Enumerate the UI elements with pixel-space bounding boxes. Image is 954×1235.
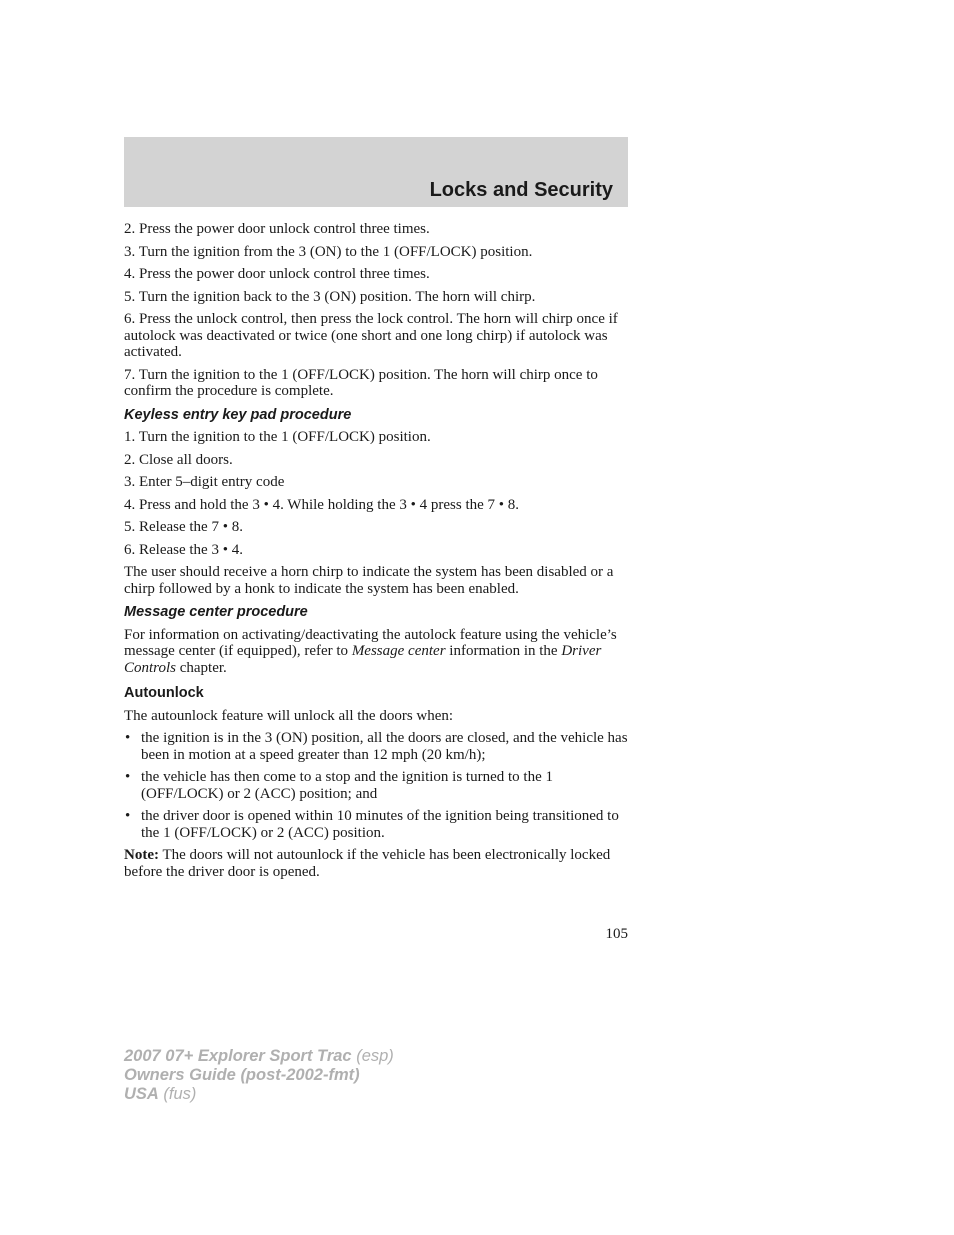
message-center-text: For information on activating/deactivating the autolock feature using the vehicle’s message center (if equipped), refer to — [124, 626, 617, 659]
footer-model: 2007 07+ Explorer Sport Trac — [124, 1047, 352, 1065]
keyless-step: 4. Press and hold the 3 • 4. While holding the 3 • 4 press the 7 • 8. — [124, 496, 520, 513]
list-item-text: the ignition is in the 3 (ON) position, all the doors are closed, and the vehicle has been in motion at a speed greater than 12 mph (20 km/h); — [141, 730, 628, 763]
autounlock-conditions-list — [124, 730, 628, 841]
list-item-text: the vehicle has then come to a stop and the ignition is turned to the 1 (OFF/LOCK) or 2 (ACC) position; and — [141, 769, 553, 802]
message-center-paragraph — [124, 627, 628, 677]
keyless-step: 5. Release the 7 • 8. — [124, 519, 243, 535]
footer-line — [124, 1066, 394, 1085]
list-item-text: the driver door is opened within 10 minutes of the ignition being transitioned to the 1 (OFF/LOCK) or 2 (ACC) position. — [141, 808, 619, 841]
message-center-heading: Message center procedure — [124, 604, 308, 620]
footer-market: USA — [124, 1085, 159, 1103]
keyless-step: 1. Turn the ignition to the 1 (OFF/LOCK) position. — [124, 429, 431, 445]
section-header-band — [124, 137, 628, 207]
footer-line — [124, 1047, 394, 1066]
step-paragraph: 7. Turn the ignition to the 1 (OFF/LOCK) position. The horn will chirp once to confirm the procedure is complete. — [124, 366, 598, 399]
keyless-step: 2. Close all doors. — [124, 451, 233, 468]
keyless-result-paragraph: The user should receive a horn chirp to indicate the system has been disabled or a chirp followed by a honk to indicate the system has been enabled. — [124, 564, 614, 597]
note-text: The doors will not autounlock if the vehicle has been electronically locked before the driver door is opened. — [124, 847, 611, 880]
keyless-entry-heading: Keyless entry key pad procedure — [124, 406, 352, 423]
list-item — [124, 769, 628, 802]
bullet-icon: • — [125, 808, 131, 824]
message-center-text: information in the — [445, 643, 562, 659]
footer-line — [124, 1085, 394, 1104]
document-footer — [124, 1047, 394, 1104]
footer-guide: Owners Guide (post-2002-fmt) — [124, 1066, 360, 1084]
list-item — [124, 730, 628, 763]
step-paragraph: 2. Press the power door unlock control three times. — [124, 221, 430, 237]
list-item — [124, 808, 628, 841]
keyless-step: 3. Enter 5–digit entry code — [124, 474, 285, 490]
driver-controls-reference: Driver Controls — [124, 643, 602, 676]
note-label: Note: — [124, 847, 159, 863]
note-paragraph — [124, 847, 628, 880]
bullet-icon: • — [125, 730, 131, 746]
page-content — [124, 221, 628, 886]
step-paragraph: 3. Turn the ignition from the 3 (ON) to the 1 (OFF/LOCK) position. — [124, 243, 533, 260]
message-center-text: chapter. — [175, 659, 227, 676]
page-number: 105 — [605, 926, 628, 942]
autounlock-heading: Autounlock — [124, 685, 204, 701]
autounlock-intro: The autounlock feature will unlock all the doors when: — [124, 707, 454, 724]
section-title: Locks and Security — [429, 179, 613, 201]
step-paragraph: 4. Press the power door unlock control three times. — [124, 266, 430, 282]
bullet-icon: • — [125, 769, 131, 785]
footer-code: (fus) — [158, 1085, 197, 1103]
footer-code: (esp) — [351, 1047, 394, 1065]
message-center-reference: Message center — [351, 643, 446, 659]
step-paragraph: 6. Press the unlock control, then press the lock control. The horn will chirp once if autolock was deactivated or twice (one short and one long chirp) if autolock was activated. — [124, 311, 618, 360]
keyless-step: 6. Release the 3 • 4. — [124, 541, 243, 558]
step-paragraph: 5. Turn the ignition back to the 3 (ON) position. The horn will chirp. — [124, 288, 536, 305]
